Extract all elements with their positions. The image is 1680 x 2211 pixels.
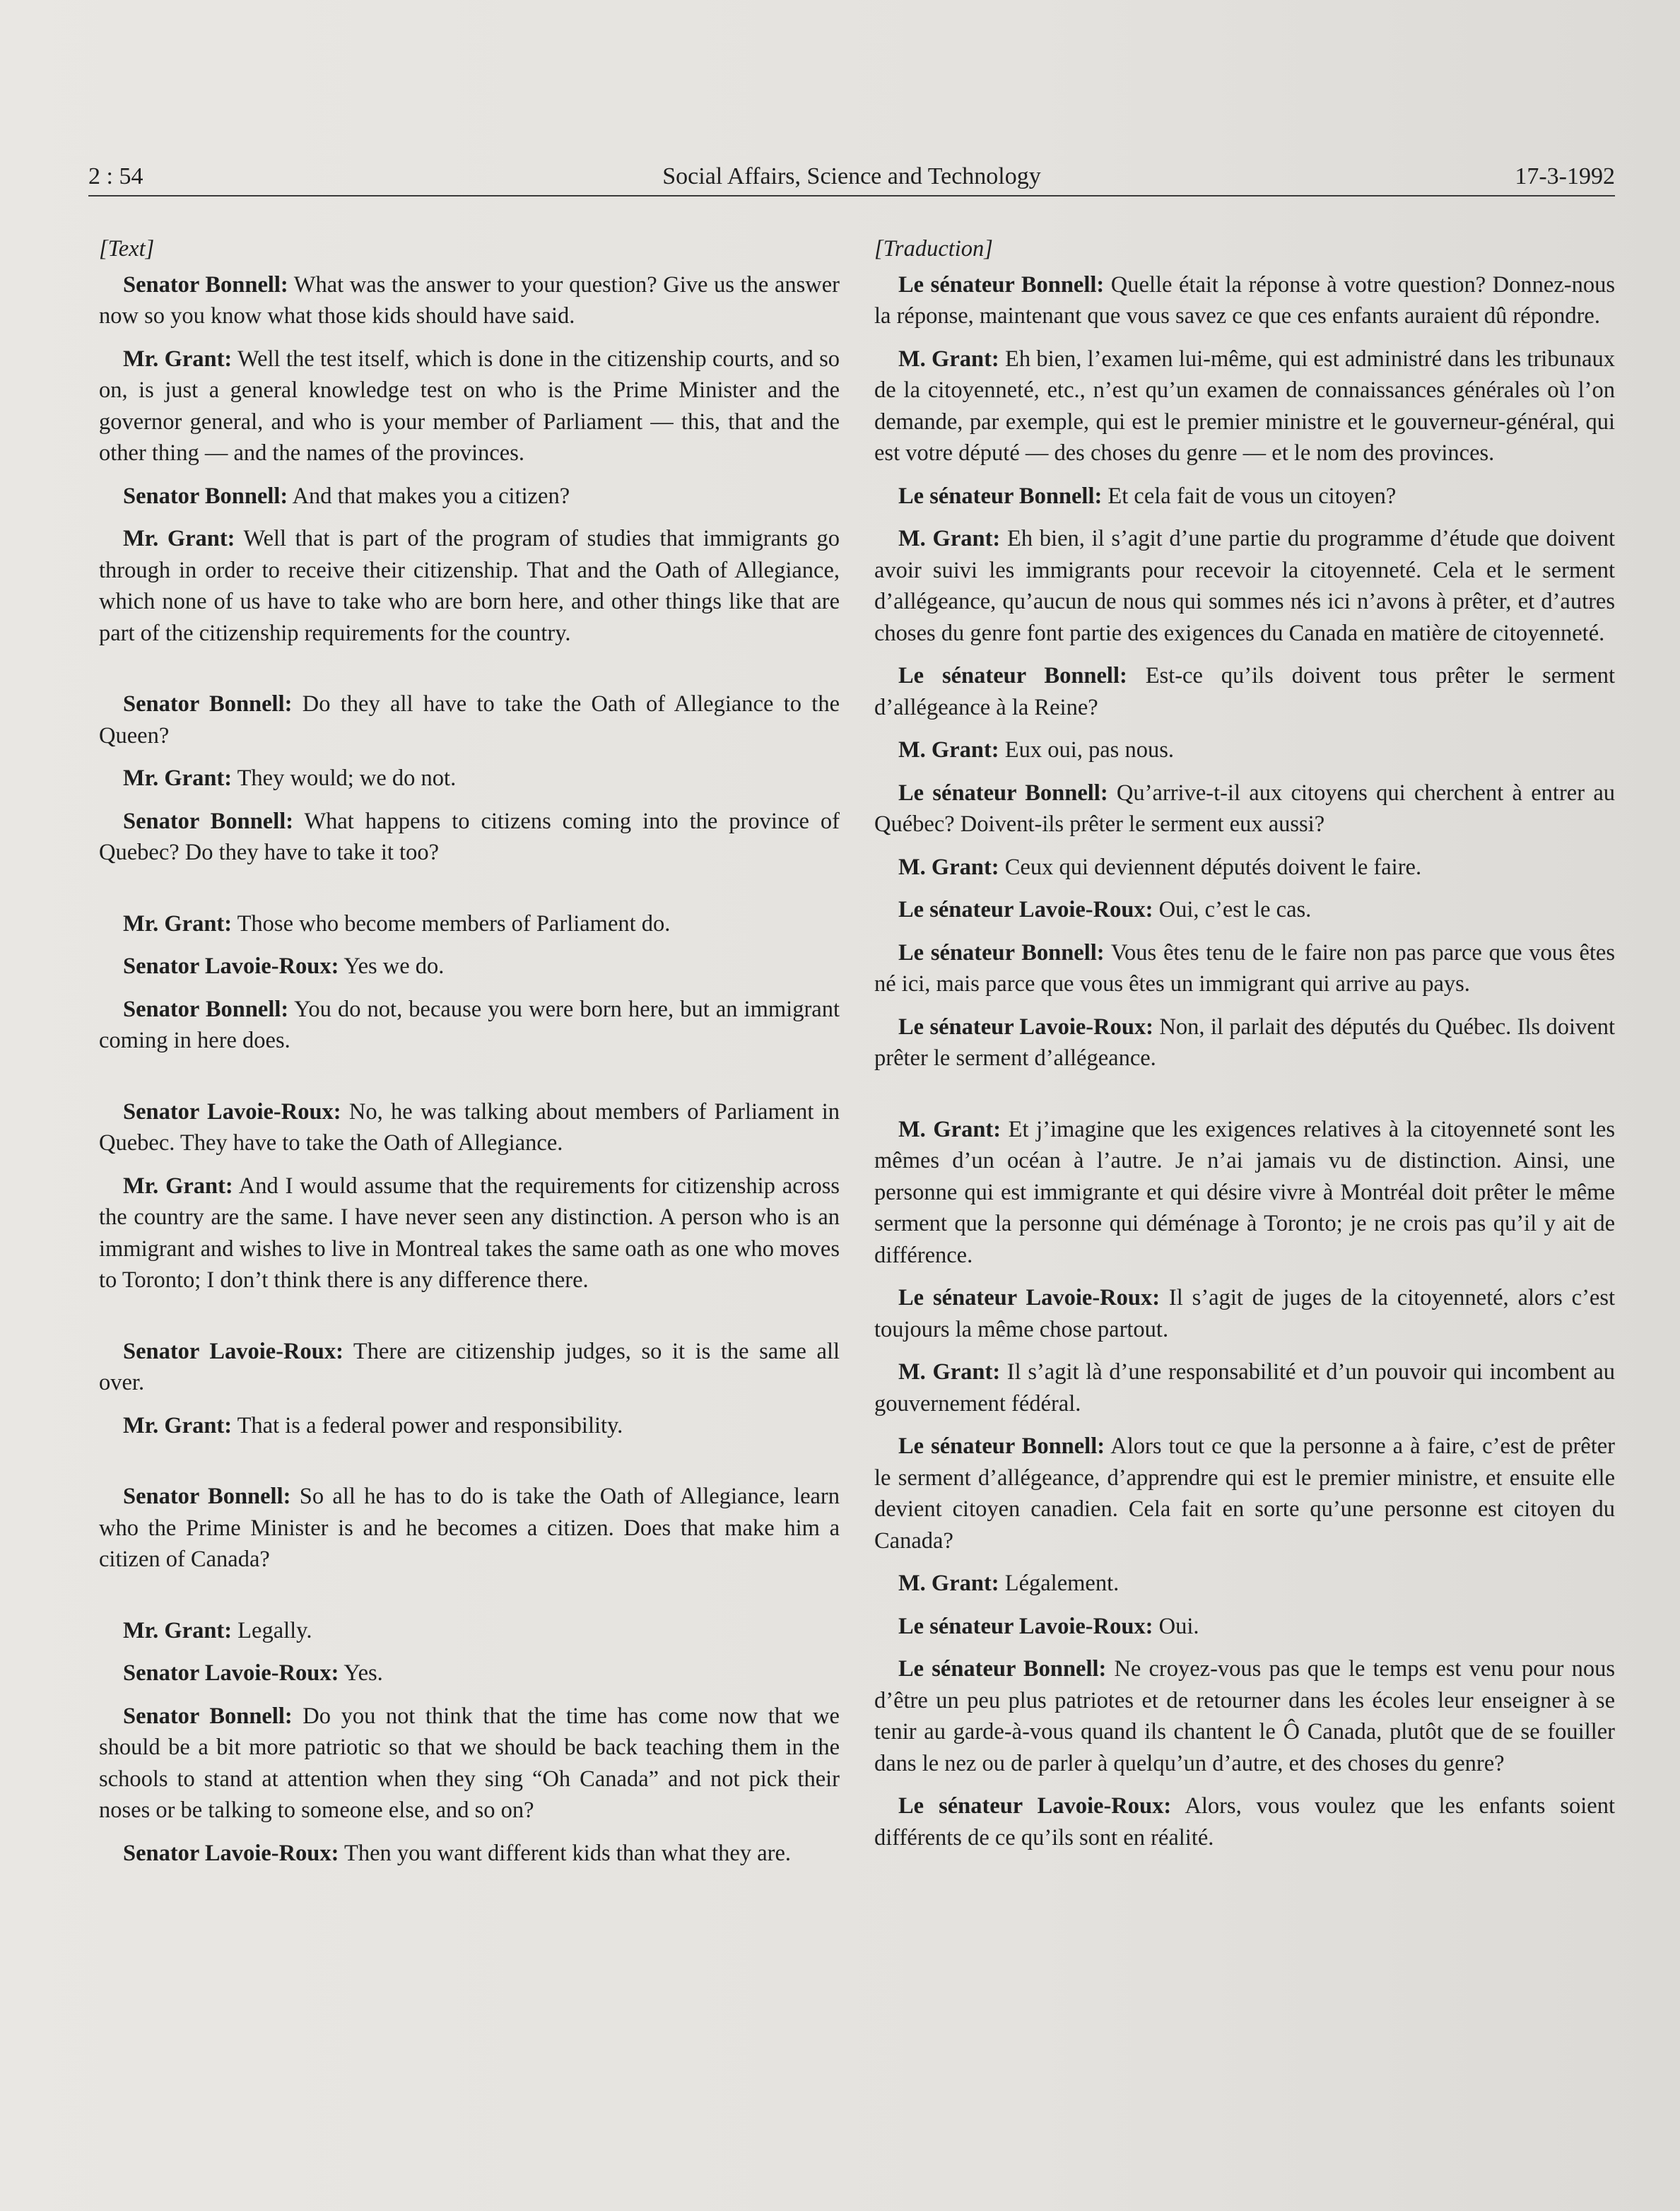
speech-text: Oui, c’est le cas. (1153, 897, 1312, 922)
speech-text: You do not, because you were born here, but an immigrant coming in here does. (99, 996, 840, 1053)
speaker-name: M. Grant: (898, 737, 999, 763)
speaker-name: Senator Lavoie-Roux: (123, 954, 339, 979)
transcript-paragraph (874, 660, 1615, 723)
speech-text: Il s’agit là d’une responsabilité et d’un pouvoir qui incombent au gouvernement fédéral. (874, 1359, 1615, 1417)
speaker-name: M. Grant: (898, 1116, 1001, 1142)
transcript-paragraph (99, 269, 840, 332)
speech-text: Those who become members of Parliament do. (232, 910, 671, 937)
speaker-name: Le sénateur Lavoie-Roux: (898, 1014, 1153, 1040)
speaker-name: M. Grant: (898, 1359, 1001, 1385)
transcript-paragraph (99, 523, 840, 649)
speaker-name: Le sénateur Bonnell: (898, 1656, 1107, 1682)
transcript-paragraph (99, 763, 840, 794)
transcript-paragraph (99, 344, 840, 469)
speaker-name: Mr. Grant: (123, 1617, 233, 1643)
speech-text: And that makes you a citizen? (288, 483, 570, 509)
speech-text: Vous êtes tenu de le faire non pas parce que vous êtes né ici, mais parce que vous êtes un immigrant qui arrive au pays. (874, 939, 1616, 997)
speech-text: Well the test itself, which is done in the citizenship courts, and so on, is just a general knowledge test on who is the Prime Minister and the governor general, and who is your member of Parliament — this, that and the other thing — and the names of the provinces. (99, 346, 840, 466)
speech-text: Alors, vous voulez que les enfants soient différents de ce qu’ils sont en réalité. (874, 1793, 1616, 1851)
speech-text: They would; we do not. (232, 766, 457, 791)
transcript-paragraph (874, 1611, 1615, 1643)
transcript-paragraph (874, 1114, 1615, 1272)
speech-text: Do you not think that the time has come now that we should be a bit more patriotic so that we should be back teaching them in the schools to stand at attention when they sing “Oh Canada” and not pick their noses or be talking to someone else, and so on? (99, 1703, 840, 1823)
speech-text: Eh bien, l’examen lui-même, qui est administré dans les tribunaux de la citoyenneté, etc., n’est qu’un examen de connaissances générales où l’on demande, par exemple, qui est le premier ministre et le gouverneur-général, qui est votre député — des choses du genre — et le nom des provinces. (874, 346, 1615, 466)
speaker-name: Le sénateur Bonnell: (898, 483, 1103, 509)
speech-text: Eh bien, il s’agit d’une partie du programme d’étude que doivent avoir suivi les immigrants pour recevoir la citoyenneté. Cela et le serment d’allégeance, qu’aucun de nous qui sommes nés ici n’avons à prêter, et d’autres choses du genre font partie des exigences du Canada en matière de citoyenneté. (874, 526, 1615, 646)
speaker-name: M. Grant: (898, 1571, 999, 1596)
transcript-paragraph (874, 1282, 1615, 1345)
speech-text: Oui. (1153, 1613, 1199, 1639)
speech-text: So all he has to do is take the Oath of Allegiance, learn who the Prime Minister is and he becomes a citizen. Does that make him a citizen of Canada? (99, 1484, 840, 1572)
speech-text: Yes. (339, 1660, 383, 1686)
text-tag: [Text] (99, 236, 155, 262)
transcript-paragraph (874, 1790, 1615, 1853)
speaker-name: Le sénateur Lavoie-Roux: (898, 1285, 1161, 1310)
speaker-name: M. Grant: (898, 526, 1001, 551)
translation-tag: [Traduction] (874, 236, 993, 262)
speech-text: Eux oui, pas nous. (999, 737, 1174, 763)
speaker-name: Le sénateur Bonnell: (898, 663, 1127, 688)
speaker-name: Senator Bonnell: (123, 271, 288, 298)
speaker-name: Le sénateur Lavoie-Roux: (898, 897, 1153, 922)
transcript-paragraph (874, 937, 1615, 1000)
speaker-name: Senator Lavoie-Roux: (123, 1660, 339, 1686)
transcript-paragraph (99, 951, 840, 983)
transcript-paragraph (874, 523, 1615, 649)
transcript-paragraph (99, 994, 840, 1057)
transcript-paragraph (99, 908, 840, 940)
speech-text: Quelle était la réponse à votre question? Donnez-nous la réponse, maintenant que vous savez ce que ces enfants auraient dû répondre. (874, 271, 1616, 329)
speaker-name: Senator Bonnell: (123, 691, 293, 717)
speaker-name: Mr. Grant: (123, 346, 233, 372)
transcript-paragraph (874, 894, 1615, 926)
speaker-name: Senator Bonnell: (123, 1703, 293, 1729)
speaker-name: Le sénateur Lavoie-Roux: (898, 1793, 1172, 1819)
speaker-name: M. Grant: (898, 346, 999, 372)
speaker-name: Senator Bonnell: (123, 996, 289, 1022)
transcript-paragraph (99, 1410, 840, 1442)
speaker-name: Mr. Grant: (123, 526, 235, 551)
speech-text: Et j’imagine que les exigences relatives à la citoyenneté sont les mêmes d’un océan à l’autre. Je n’ai jamais vu de distinction. Ainsi, une personne qui est immigrante et qui désire vivre à Montréal doit prêter le même serment que la personne qui déménage à Toronto; je ne crois pas qu’il y ait de différence. (874, 1116, 1615, 1268)
transcript-paragraph (99, 1838, 840, 1870)
speech-text: No, he was talking about members of Parliament in Quebec. They have to take the Oath of Allegiance. (99, 1098, 840, 1156)
header-rule (88, 195, 1615, 197)
transcript-paragraph (99, 1336, 840, 1399)
speaker-name: Senator Lavoie-Roux: (123, 1098, 341, 1125)
page-number: 2 : 54 (88, 163, 143, 189)
speaker-name: Senator Bonnell: (123, 808, 294, 834)
speech-text: Do they all have to take the Oath of Allegiance to the Queen? (99, 691, 840, 749)
speaker-name: Le sénateur Bonnell: (898, 780, 1108, 806)
speech-text: There are citizenship judges, so it is the same all over. (99, 1338, 840, 1395)
speech-text: Non, il parlait des députés du Québec. Ils doivent prêter le serment d’allégeance. (874, 1014, 1616, 1071)
transcript-paragraph (874, 481, 1615, 512)
speech-text: Il s’agit de juges de la citoyenneté, alors c’est toujours la même chose partout. (874, 1285, 1616, 1342)
speech-text: Est-ce qu’ils doivent tous prêter le serment d’allégeance à la Reine? (874, 663, 1615, 720)
speaker-name: M. Grant: (898, 854, 999, 880)
committee-title: Social Affairs, Science and Technology (662, 163, 1041, 189)
transcript-paragraph (874, 1431, 1615, 1556)
speaker-name: Le sénateur Bonnell: (898, 1433, 1105, 1459)
transcript-paragraph (99, 1481, 840, 1576)
speech-text: That is a federal power and responsibility. (232, 1412, 623, 1438)
sitting-date: 17-3-1992 (1515, 163, 1615, 189)
speech-text: Then you want different kids than what they are. (339, 1840, 792, 1866)
transcript-paragraph (99, 481, 840, 512)
speaker-name: Mr. Grant: (123, 1412, 233, 1438)
speaker-name: Senator Lavoie-Roux: (123, 1840, 339, 1866)
transcript-paragraph (99, 1615, 840, 1647)
speaker-name: Senator Bonnell: (123, 1484, 291, 1509)
transcript-paragraph (874, 269, 1615, 332)
speech-text: Well that is part of the program of studies that immigrants go through in order to receive their citizenship. That and the Oath of Allegiance, which none of us have to take who are born here, and other things like that are part of the citizenship requirements for the country. (99, 526, 840, 646)
transcript-paragraph (99, 1701, 840, 1826)
speech-text: What happens to citizens coming into the province of Quebec? Do they have to take it too? (99, 808, 840, 865)
transcript-paragraph (874, 1653, 1615, 1779)
speech-text: Ceux qui deviennent députés doivent le faire. (999, 854, 1422, 880)
speaker-name: Le sénateur Lavoie-Roux: (898, 1613, 1153, 1639)
french-column (874, 233, 1615, 1865)
speaker-name: Mr. Grant: (123, 1173, 233, 1199)
speech-text: Légalement. (999, 1571, 1120, 1596)
speech-text: Legally. (232, 1617, 312, 1643)
transcript-paragraph (99, 1171, 840, 1296)
speaker-name: Le sénateur Bonnell: (898, 939, 1105, 966)
speaker-name: Senator Lavoie-Roux: (123, 1338, 343, 1364)
transcript-paragraph (99, 688, 840, 751)
speaker-name: Mr. Grant: (123, 766, 233, 791)
speaker-name: Mr. Grant: (123, 910, 233, 937)
transcript-paragraph (874, 1568, 1615, 1600)
transcript-paragraph (874, 1011, 1615, 1074)
transcript-paragraph (874, 344, 1615, 469)
speech-text: Et cela fait de vous un citoyen? (1102, 483, 1397, 509)
speaker-name: Le sénateur Bonnell: (898, 271, 1105, 298)
transcript-paragraph (99, 1096, 840, 1159)
running-header (88, 160, 1615, 194)
speech-text: Ne croyez-vous pas que le temps est venu pour nous d’être un peu plus patriotes et de retourner dans les écoles leur enseigner à se tenir au garde-à-vous quand ils chantent le Ô Canada, plutôt que de se fouiller dans le nez ou de parler à quelqu’un d’autre, et des choses du genre? (874, 1656, 1616, 1776)
speech-text: What was the answer to your question? Give us the answer now so you know what those kids should have said. (99, 271, 840, 329)
transcript-paragraph (99, 806, 840, 869)
speech-text: Yes we do. (339, 954, 445, 979)
transcript-paragraph (874, 734, 1615, 766)
transcript-paragraph (874, 1356, 1615, 1419)
transcript-paragraph (874, 852, 1615, 884)
speech-text: Qu’arrive-t-il aux citoyens qui cherchent à entrer au Québec? Doivent-ils prêter le serment eux aussi? (874, 780, 1615, 837)
speech-text: And I would assume that the requirements for citizenship across the country are the same. I have never seen any distinction. A person who is an immigrant and wishes to live in Montreal takes the same oath as one who moves to Toronto; I don’t think there is any difference there. (99, 1173, 840, 1293)
transcript-paragraph (874, 778, 1615, 840)
speech-text: Alors tout ce que la personne a à faire, c’est de prêter le serment d’allégeance, d’apprendre qui est le premier ministre, et ensuite elle devient citoyen canadien. Cela fait en sorte qu’une personne est citoyen du Canada? (874, 1433, 1615, 1554)
speaker-name: Senator Bonnell: (123, 483, 288, 509)
english-column (99, 233, 840, 1880)
transcript-paragraph (99, 1658, 840, 1689)
